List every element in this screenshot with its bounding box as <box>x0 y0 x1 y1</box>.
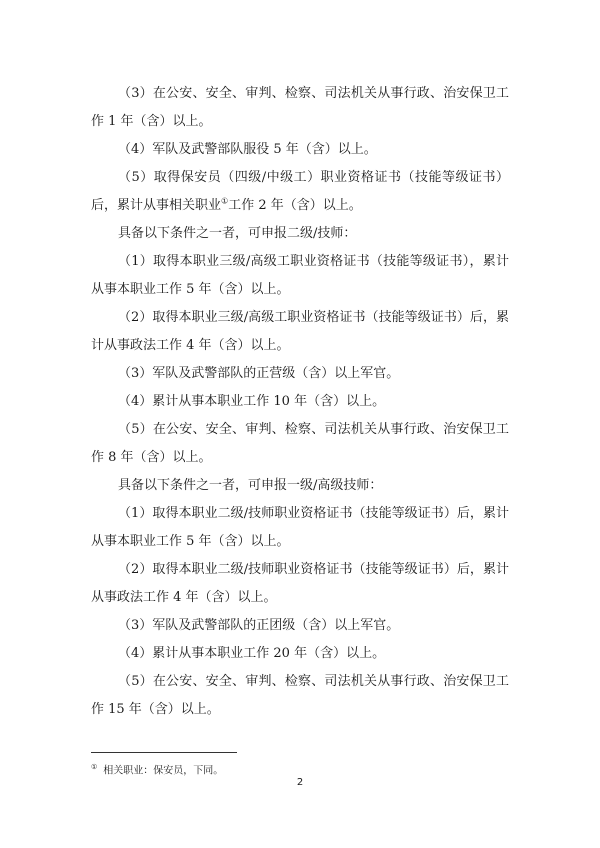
footnote-reference: ① <box>221 196 229 206</box>
paragraph-level3-item3: （3）在公安、安全、审判、检察、司法机关从事行政、治安保卫工作 1 年（含）以上。 <box>91 86 509 129</box>
paragraph-level2-item5: （5）在公安、安全、审判、检察、司法机关从事行政、治安保卫工作 8 年（含）以上。 <box>91 422 509 465</box>
paragraph-level1-item2: （2）取得本职业二级/技师职业资格证书（技能等级证书）后，累计从事政法工作 4 年（含）以上。 <box>91 562 509 605</box>
paragraph-text-before: （5）取得保安员（四级/中级工）职业资格证书（技能等级证书）后，累计从事相关职业 <box>91 170 509 213</box>
paragraph-text-after: 工作 2 年（含）以上。 <box>228 198 362 213</box>
paragraph-level3-item5 <box>91 164 509 220</box>
paragraph-level1-item5: （5）在公安、安全、审判、检察、司法机关从事行政、治安保卫工作 15 年（含）以上。 <box>91 674 509 717</box>
paragraph-level2-item4: （4）累计从事本职业工作 10 年（含）以上。 <box>118 394 386 409</box>
paragraph-level1-item4: （4）累计从事本职业工作 20 年（含）以上。 <box>118 646 386 661</box>
level2-heading: 具备以下条件之一者，可申报二级/技师： <box>118 226 357 241</box>
paragraph-level3-item4: （4）军队及武警部队服役 5 年（含）以上。 <box>118 142 377 157</box>
body-text <box>91 80 509 724</box>
paragraph-level1-item1: （1）取得本职业二级/技师职业资格证书（技能等级证书）后，累计从事本职业工作 5 年（含）以上。 <box>91 506 509 549</box>
footnote <box>91 760 223 778</box>
footnote-mark: ① <box>91 763 98 771</box>
footnote-text: 相关职业：保安员，下同。 <box>103 765 224 777</box>
paragraph-level2-item2: （2）取得本职业三级/高级工职业资格证书（技能等级证书）后，累计从事政法工作 4 年（含）以上。 <box>91 310 509 353</box>
paragraph-level2-item3: （3）军队及武警部队的正营级（含）以上军官。 <box>118 366 400 381</box>
paragraph-level2-item1: （1）取得本职业三级/高级工职业资格证书（技能等级证书），累计从事本职业工作 5 年（含）以上。 <box>91 254 509 297</box>
paragraph-level1-item3: （3）军队及武警部队的正团级（含）以上军官。 <box>118 618 400 633</box>
footnote-divider <box>91 752 237 753</box>
page-number: 2 <box>296 777 304 788</box>
level1-heading: 具备以下条件之一者，可申报一级/高级技师： <box>118 478 383 493</box>
